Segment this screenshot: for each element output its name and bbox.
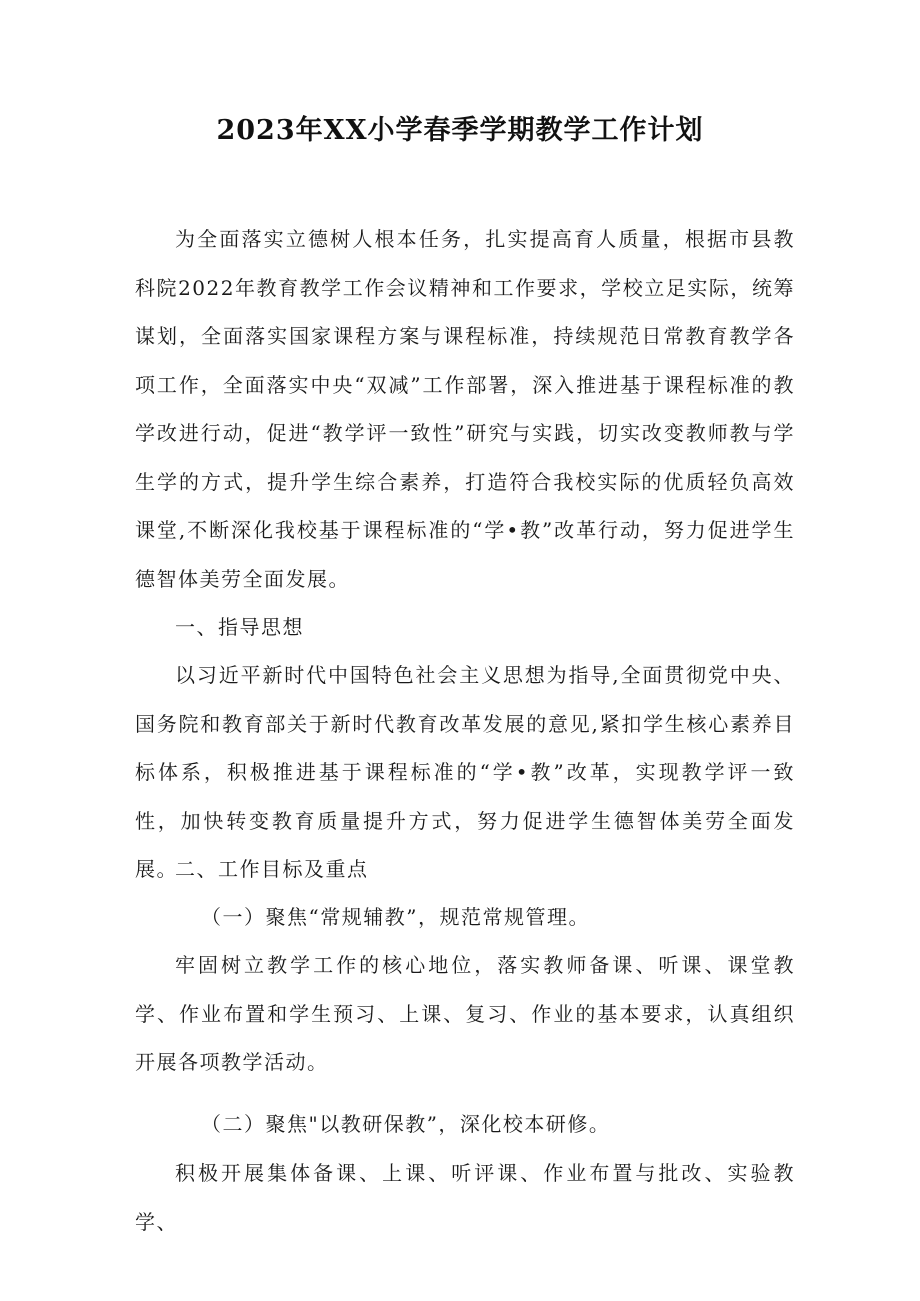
section-heading-guiding-ideology: 一、指导思想 bbox=[175, 615, 304, 639]
subsection-heading-research: （二）聚焦"以教研保教”，深化校本研修。 bbox=[201, 1112, 611, 1136]
subsection-heading-routine: （一）聚焦“常规辅教”，规范常规管理。 bbox=[201, 905, 590, 929]
section-heading-goals: 二、工作目标及重点 bbox=[175, 857, 369, 881]
intro-paragraph: 为全面落实立德树人根本任务，扎实提高育人质量，根据市县教科院2022年教育教学工作会议精神和工作要求，学校立足实际，统筹谋划，全面落实国家课程方案与课程标准，持续规范日常教育教学各项工作，全面落实中央“双减”工作部署，深入推进基于课程标准的教学改进行动，促进“教学评一致性”研究与实践，切实改变教师教与学生学的方式，提升学生综合素养，打造符合我校实际的优质轻负高效课堂,不断深化我校基于课程标准的“学•教”改革行动，努力促进学生德智体美劳全面发展。 bbox=[135, 227, 795, 591]
document-title: 2023年XX小学春季学期教学工作计划 bbox=[216, 115, 704, 146]
research-paragraph: 积极开展集体备课、上课、听评课、作业布置与批改、实验教学、 bbox=[135, 1161, 795, 1234]
routine-paragraph: 牢固树立教学工作的核心地位，落实教师备课、听课、课堂教学、作业布置和学生预习、上课、复习、作业的基本要求，认真组织开展各项教学活动。 bbox=[135, 953, 795, 1074]
guiding-ideology-paragraph: 以习近平新时代中国特色社会主义思想为指导,全面贯彻党中央、国务院和教育部关于新时代教育改革发展的意见,紧扣学生核心素养目标体系，积极推进基于课程标准的“学•教”改革，实现教学评一致性，加快转变教育质量提升方式，努力促进学生德智体美劳全面发展。 bbox=[135, 663, 795, 881]
